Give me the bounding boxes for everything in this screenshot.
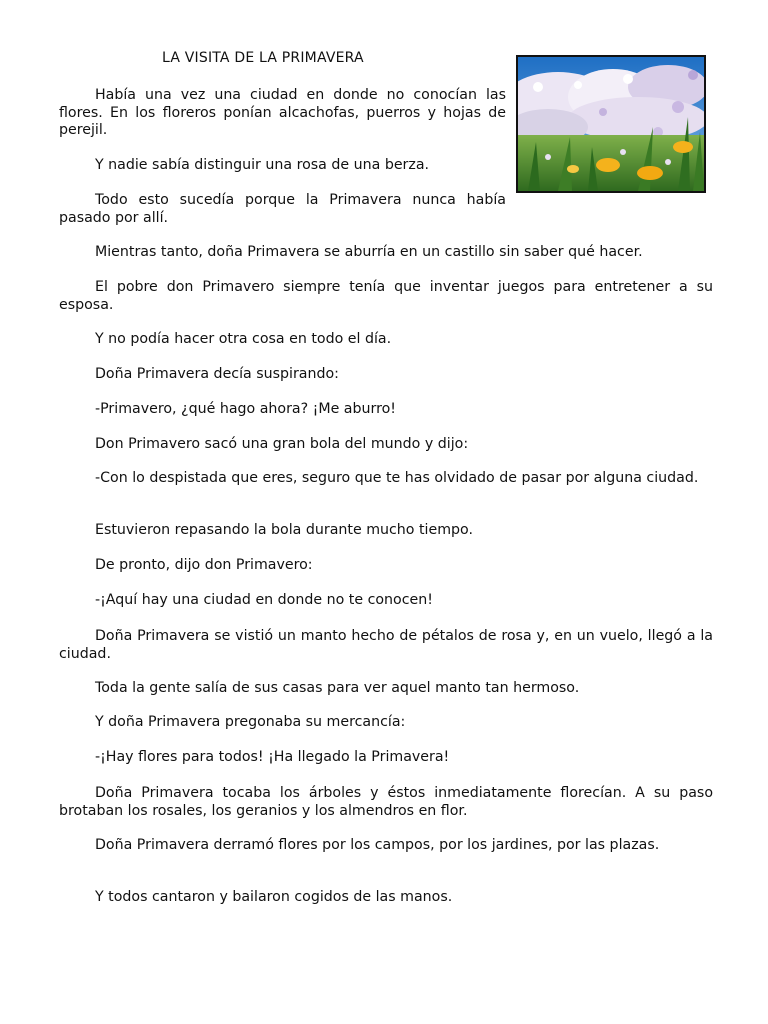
paragraph: -¡Aquí hay una ciudad en donde no te conocen!	[95, 592, 433, 608]
paragraph: Y nadie sabía distinguir una rosa de una berza.	[95, 157, 430, 173]
paragraph: Todo esto sucedía porque la Primavera nunca había pasado por allí.	[59, 192, 506, 226]
paragraph: Doña Primavera se vistió un manto hecho de pétalos de rosa y, en un vuelo, llegó a la ciudad.	[59, 628, 713, 662]
meadow-image	[518, 57, 704, 191]
paragraph: Había una vez una ciudad en donde no conocían las flores. En los floreros ponían alcachofas, puerros y hojas de perejil.	[59, 87, 506, 138]
paragraph: Y no podía hacer otra cosa en todo el día.	[95, 331, 392, 347]
paragraph: -¡Hay flores para todos! ¡Ha llegado la Primavera!	[95, 749, 450, 765]
paragraph: Don Primavero sacó una gran bola del mundo y dijo:	[95, 436, 469, 452]
paragraph: De pronto, dijo don Primavero:	[95, 557, 313, 573]
paragraph: Toda la gente salía de sus casas para ver aquel manto tan hermoso.	[95, 680, 580, 696]
paragraph: -Con lo despistada que eres, seguro que te has olvidado de pasar por alguna ciudad.	[95, 470, 699, 486]
spring-meadow-photo	[516, 55, 706, 193]
paragraph: Doña Primavera tocaba los árboles y éstos inmediatamente florecían. A su paso brotaban los rosales, los geranios y los almendros en flor.	[59, 785, 713, 819]
paragraph: Y doña Primavera pregonaba su mercancía:	[95, 714, 406, 730]
story-title: LA VISITA DE LA PRIMAVERA	[162, 50, 364, 66]
paragraph: El pobre don Primavero siempre tenía que inventar juegos para entretener a su esposa.	[59, 279, 713, 313]
paragraph: Mientras tanto, doña Primavera se aburría en un castillo sin saber qué hacer.	[95, 244, 643, 260]
paragraph: Estuvieron repasando la bola durante mucho tiempo.	[95, 522, 473, 538]
paragraph: Y todos cantaron y bailaron cogidos de las manos.	[95, 889, 453, 905]
paragraph: Doña Primavera decía suspirando:	[95, 366, 339, 382]
paragraph: Doña Primavera derramó flores por los campos, por los jardines, por las plazas.	[95, 837, 660, 853]
paragraph: -Primavero, ¿qué hago ahora? ¡Me aburro!	[95, 401, 396, 417]
